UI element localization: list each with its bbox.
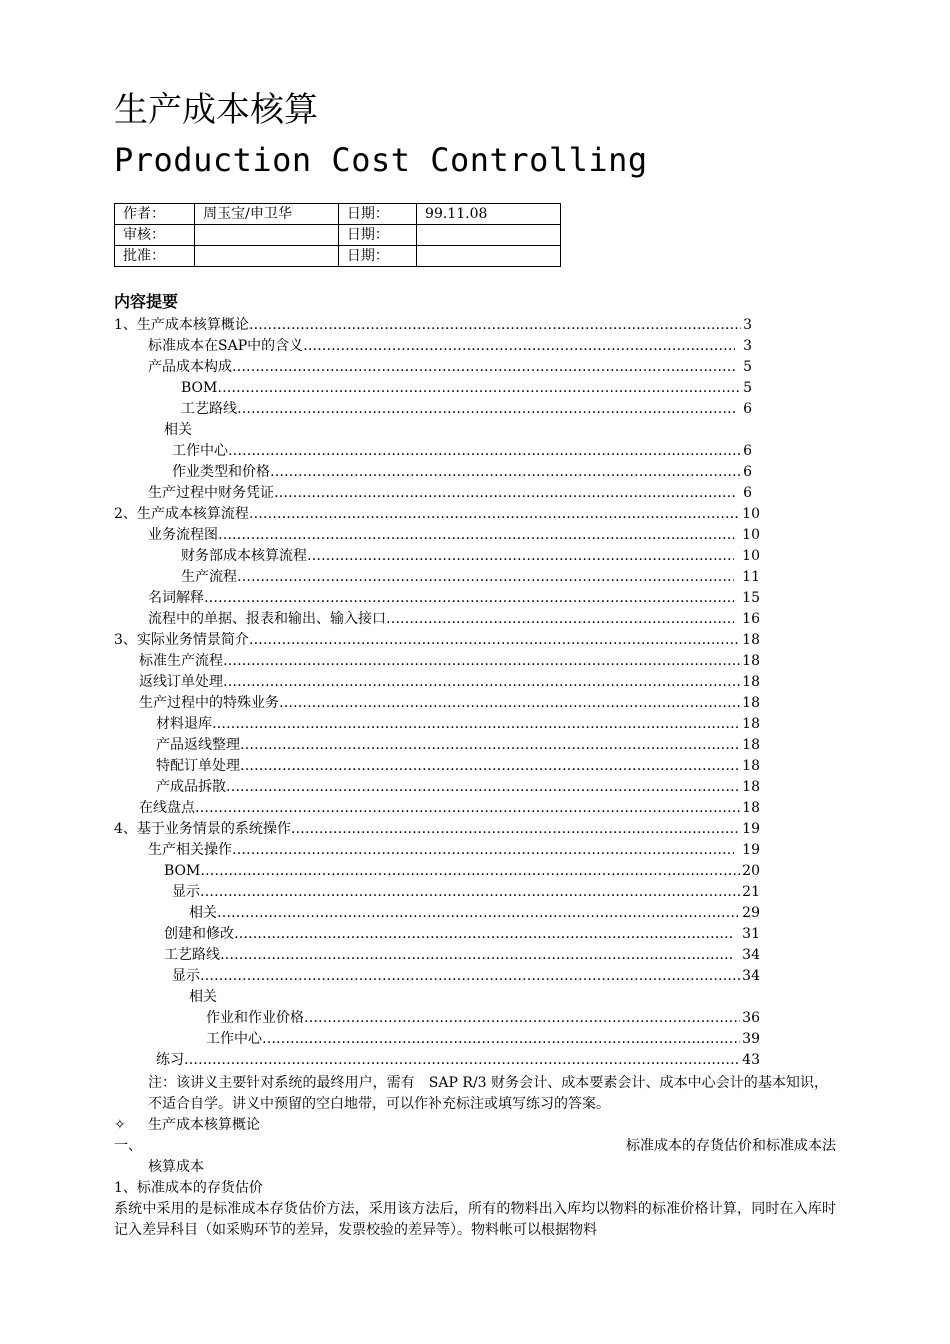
toc-entry[interactable]: BOM …………………………………………………………………………………………………………………………………………………………………………………………………………………… 20 — [164, 861, 760, 882]
toc-entry[interactable]: 练习 …………………………………………………………………………………………………………………………………………………………………………………………………………………… 43 — [156, 1050, 760, 1071]
table-row — [115, 225, 561, 246]
review-date-value — [417, 225, 561, 246]
toc-entry-label: 相关 — [164, 422, 192, 438]
toc-entry[interactable]: 2、生产成本核算流程 …………………………………………………………………………………………………………………………………………………………………………………………………………………… 10 — [114, 504, 760, 525]
section-bullet-icon: ✧ — [114, 1117, 126, 1133]
toc-entry[interactable]: 财务部成本核算流程 …………………………………………………………………………………………………………………………………………………………………………………………………………………… 10 — [181, 546, 760, 567]
toc-entry[interactable]: 生产流程 …………………………………………………………………………………………………………………………………………………………………………………………………………………… 11 — [181, 567, 760, 588]
toc-entry[interactable]: 工艺路线 …………………………………………………………………………………………………………………………………………………………………………………………………………………… 6 — [181, 399, 752, 420]
toc-entry[interactable]: 业务流程图 …………………………………………………………………………………………………………………………………………………………………………………………………………………… 10 — [148, 525, 760, 546]
subsection-title-continued: 核算成本 — [148, 1159, 204, 1175]
toc-entry[interactable]: 标准成本在SAP中的含义 …………………………………………………………………………………………………………………………………………………………………………………………………………………… 3 — [148, 336, 752, 357]
toc-entry[interactable]: 4、基于业务情景的系统操作 …………………………………………………………………………………………………………………………………………………………………………………………………………………… 19 — [114, 819, 760, 840]
toc-entry[interactable]: 生产过程中的特殊业务 …………………………………………………………………………………………………………………………………………………………………………………………………………………… 18 — [139, 693, 760, 714]
date-label: 日期： — [338, 204, 416, 225]
toc-entry[interactable]: 材料退库 …………………………………………………………………………………………………………………………………………………………………………………………………………………… 18 — [156, 714, 760, 735]
toc-entry[interactable]: 相关 …………………………………………………………………………………………………………………………………………………………………………………………………………………… 29 — [189, 903, 760, 924]
toc-entry[interactable]: 产品返线整理 …………………………………………………………………………………………………………………………………………………………………………………………………………………… 18 — [156, 735, 760, 756]
toc-entry[interactable]: 创建和修改 …………………………………………………………………………………………………………………………………………………………………………………………………………………… 31 — [164, 924, 760, 945]
review-value — [195, 225, 339, 246]
author-value: 周玉宝/申卫华 — [195, 204, 339, 225]
toc-entry[interactable]: 生产相关操作 …………………………………………………………………………………………………………………………………………………………………………………………………………………… 19 — [148, 840, 760, 861]
toc-entry[interactable]: 显示 …………………………………………………………………………………………………………………………………………………………………………………………………………………… 34 — [172, 966, 760, 987]
toc-entry[interactable]: BOM …………………………………………………………………………………………………………………………………………………………………………………………………………………… 5 — [181, 378, 752, 399]
toc-entry[interactable]: 特配订单处理 …………………………………………………………………………………………………………………………………………………………………………………………………………………… 18 — [156, 756, 760, 777]
toc-entry[interactable]: 作业和作业价格 …………………………………………………………………………………………………………………………………………………………………………………………………………………… 36 — [206, 1008, 760, 1029]
approve-date-value — [417, 246, 561, 267]
review-label: 审核： — [115, 225, 195, 246]
subsection-title: 标准成本的存货估价和标准成本法 — [626, 1138, 836, 1154]
approve-date-label: 日期： — [338, 246, 416, 267]
toc-entry[interactable]: 工作中心 …………………………………………………………………………………………………………………………………………………………………………………………………………………… 39 — [206, 1029, 760, 1050]
toc-entry[interactable]: 3、实际业务情景简介 …………………………………………………………………………………………………………………………………………………………………………………………………………………… 18 — [114, 630, 760, 651]
toc-entry[interactable]: 作业类型和价格 …………………………………………………………………………………………………………………………………………………………………………………………………………………… 6 — [172, 462, 752, 483]
toc-entry[interactable]: 生产过程中财务凭证 …………………………………………………………………………………………………………………………………………………………………………………………………………………… 6 — [148, 483, 752, 504]
review-date-label: 日期： — [338, 225, 416, 246]
subsection-number: 一、 — [114, 1138, 142, 1154]
approve-value — [195, 246, 339, 267]
toc-entry[interactable]: 标准生产流程 …………………………………………………………………………………………………………………………………………………………………………………………………………………… 18 — [139, 651, 760, 672]
toc-entry[interactable]: 流程中的单据、报表和输出、输入接口 …………………………………………………………………………………………………………………………………………………………………………………………………………………… 16 — [148, 609, 760, 630]
page-title: 生产成本核算 — [114, 90, 318, 130]
toc-entry[interactable]: 显示 …………………………………………………………………………………………………………………………………………………………………………………………………………………… 21 — [172, 882, 760, 903]
toc-entry[interactable]: 产品成本构成 …………………………………………………………………………………………………………………………………………………………………………………………………………………… 5 — [148, 357, 752, 378]
item-heading: 1、标准成本的存货估价 — [114, 1180, 263, 1196]
toc-entry[interactable]: 1、生产成本核算概论 …………………………………………………………………………………………………………………………………………………………………………………………………………………… 3 — [114, 315, 752, 336]
toc-entry[interactable]: 名词解释 …………………………………………………………………………………………………………………………………………………………………………………………………………………… 15 — [148, 588, 760, 609]
toc-entry[interactable]: 返线订单处理 …………………………………………………………………………………………………………………………………………………………………………………………………………………… 18 — [139, 672, 760, 693]
approve-label: 批准： — [115, 246, 195, 267]
body-paragraph: 系统中采用的是标准成本存货估价方法，采用该方法后，所有的物料出入库均以物料的标准价格计算，同时在入库时记入差异科目（如采购环节的差异，发票校验的差异等）。物料帐可以根据物料 — [114, 1201, 836, 1238]
section-title: 生产成本核算概论 — [148, 1117, 260, 1133]
date-value: 99.11.08 — [417, 204, 561, 225]
table-row — [115, 246, 561, 267]
table-row — [115, 204, 561, 225]
author-label: 作者： — [115, 204, 195, 225]
toc-entry[interactable]: 在线盘点 …………………………………………………………………………………………………………………………………………………………………………………………………………………… 18 — [139, 798, 760, 819]
toc-heading: 内容提要 — [114, 292, 179, 311]
note-paragraph: 注：该讲义主要针对系统的最终用户，需有 SAP R/3 财务会计、成本要素会计、成本中心会计的基本知识，不适合自学。讲义中预留的空白地带，可以作补充标注或填写练习的答案。 — [148, 1075, 828, 1112]
document-info-table — [114, 203, 561, 267]
toc-entry[interactable]: 工艺路线 …………………………………………………………………………………………………………………………………………………………………………………………………………………… 34 — [164, 945, 760, 966]
toc-entry[interactable]: 产成品拆散 …………………………………………………………………………………………………………………………………………………………………………………………………………………… 18 — [156, 777, 760, 798]
page-subtitle: Production Cost Controlling — [114, 141, 648, 179]
toc-entry[interactable]: 工作中心 …………………………………………………………………………………………………………………………………………………………………………………………………………………… 6 — [172, 441, 752, 462]
toc-entry-label: 相关 — [189, 989, 217, 1005]
